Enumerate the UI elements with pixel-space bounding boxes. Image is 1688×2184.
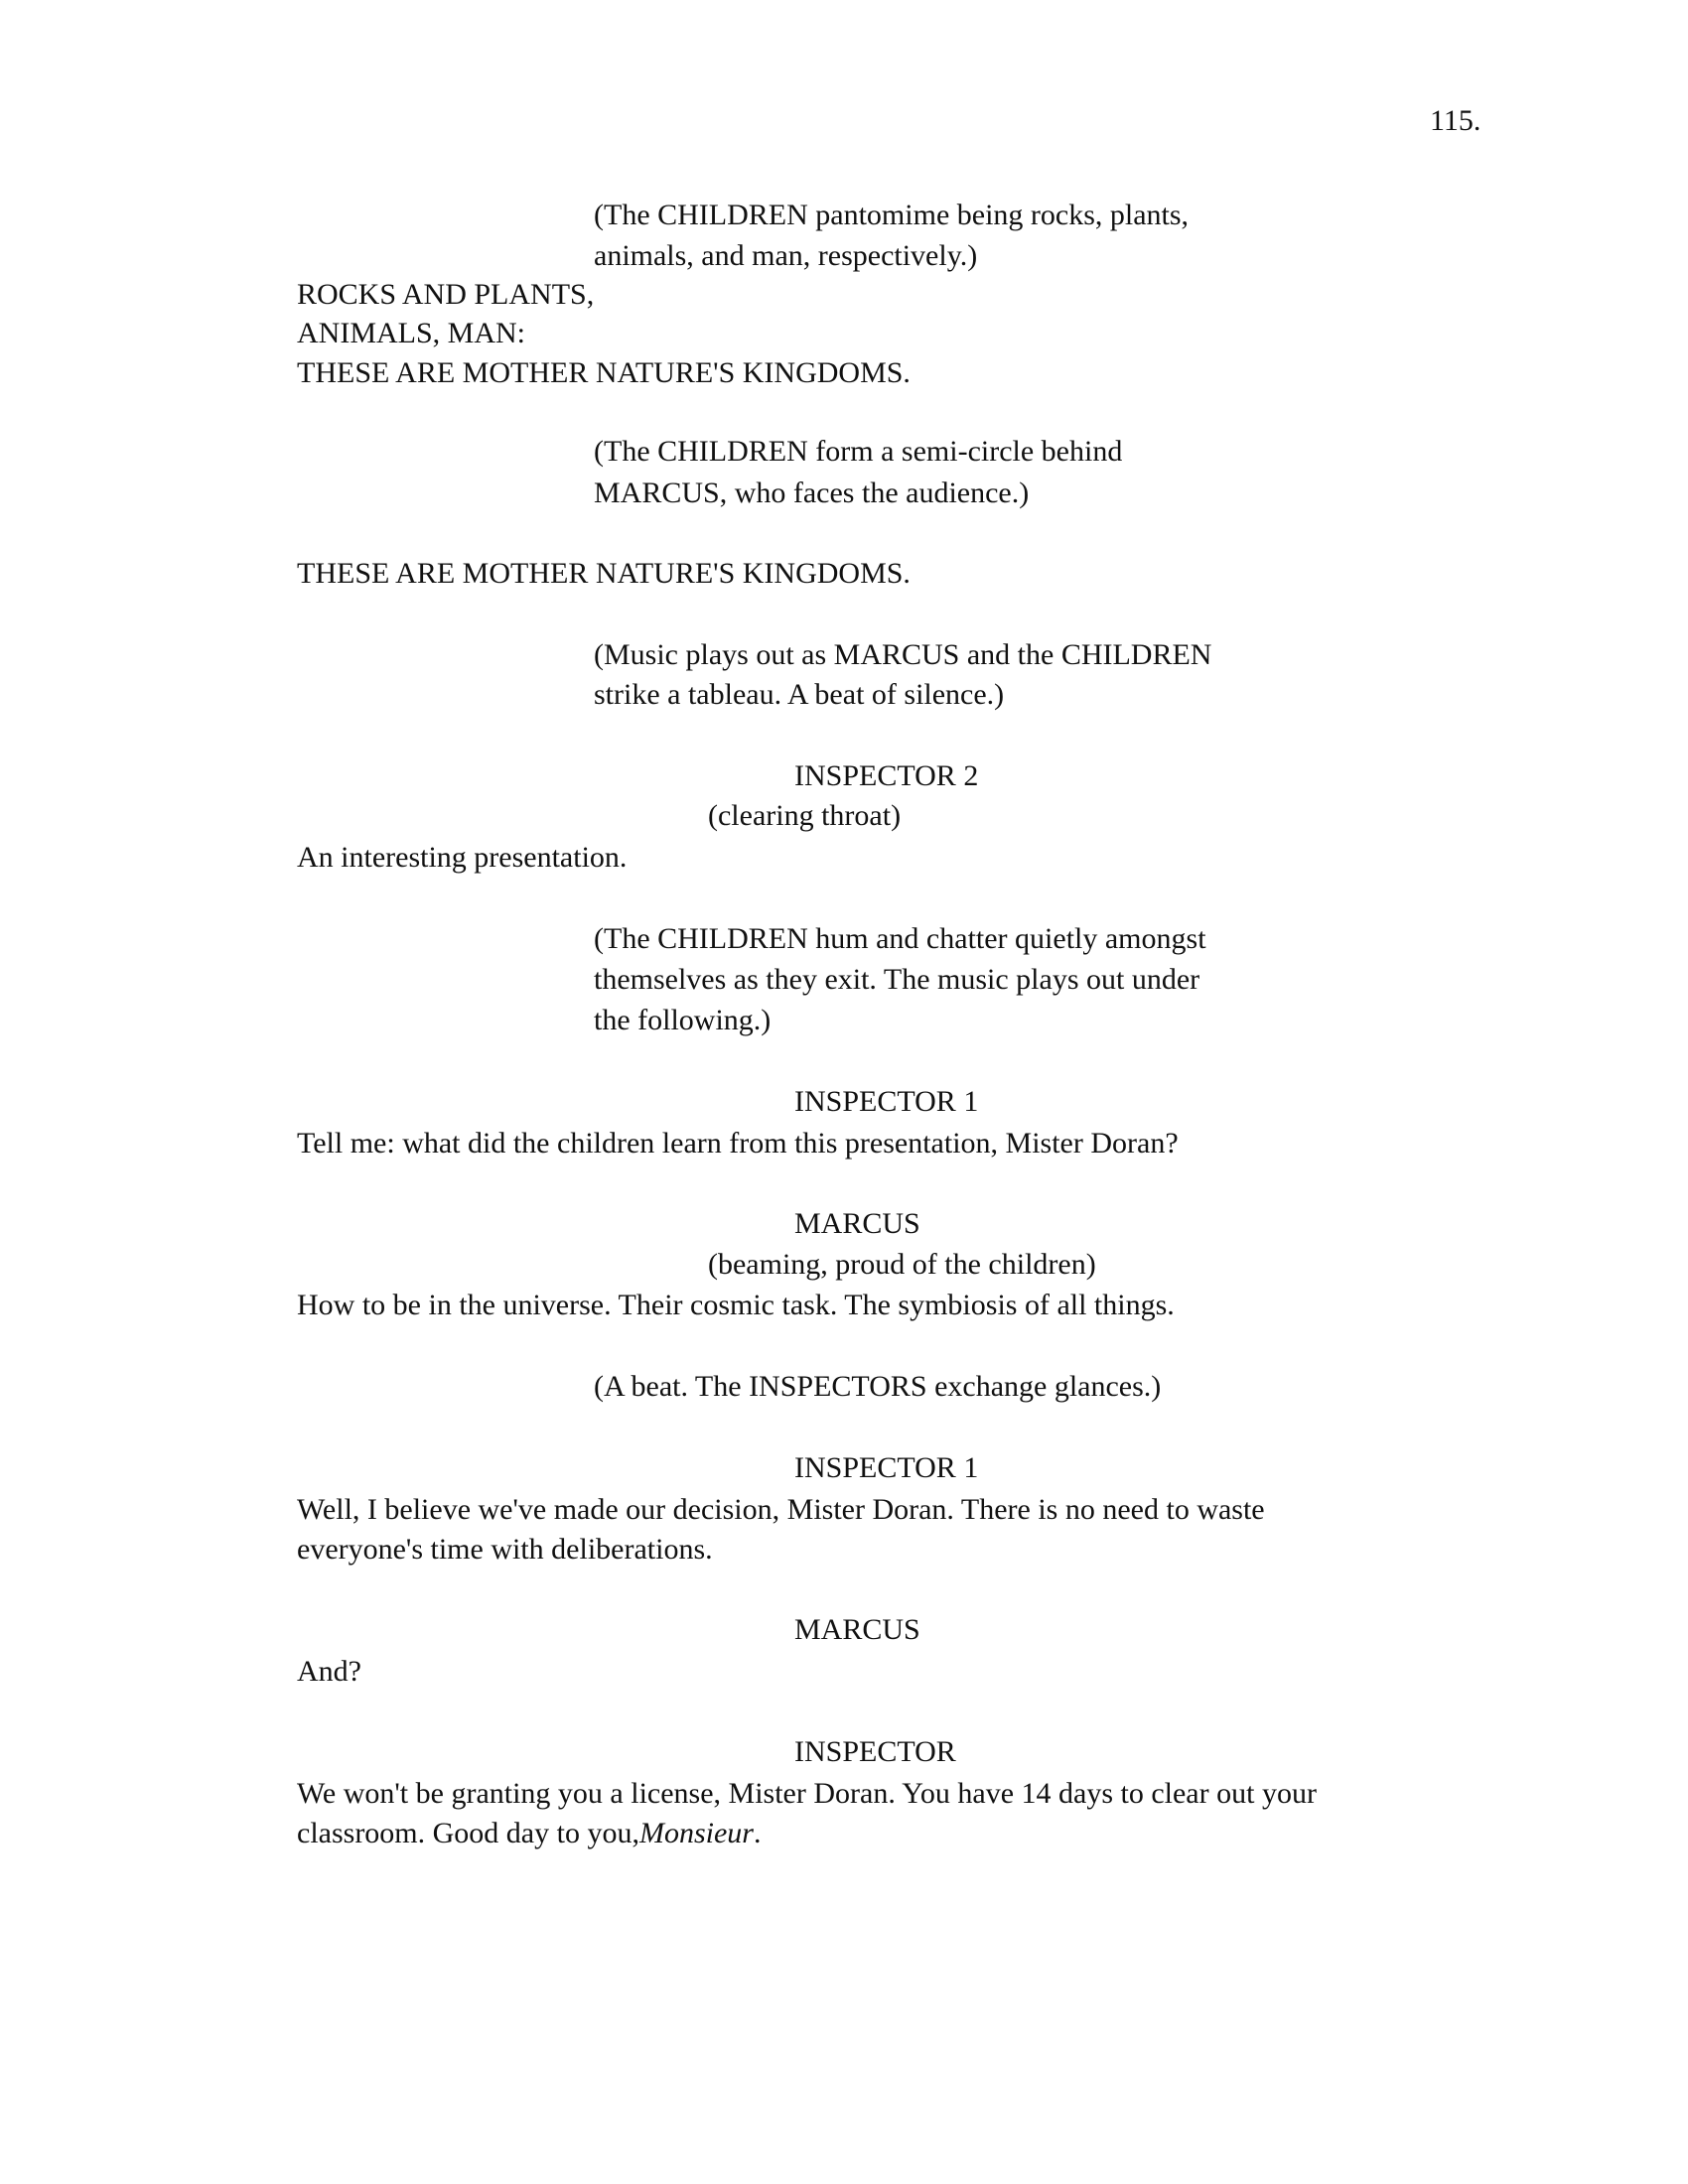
stage-direction-line: (The CHILDREN pantomime being rocks, plants, [594, 199, 1190, 231]
dialogue-line: We won't be granting you a license, Mister Doran. You have 14 days to clear out your [297, 1777, 1317, 1810]
stage-direction-line: (Music plays out as MARCUS and the CHILDREN [594, 638, 1212, 671]
character-name: INSPECTOR 2 [794, 759, 979, 792]
dialogue-line: An interesting presentation. [297, 841, 628, 874]
character-name: INSPECTOR 1 [794, 1451, 979, 1484]
page-number: 115. [1430, 104, 1481, 137]
dialogue-line: Tell me: what did the children learn from this presentation, Mister Doran? [297, 1127, 1179, 1160]
stage-direction-line: MARCUS, who faces the audience.) [594, 477, 1030, 509]
italic-word: Monsieur [638, 1817, 754, 1849]
parenthetical: (beaming, proud of the children) [708, 1248, 1096, 1281]
stage-direction-line: animals, and man, respectively.) [594, 239, 978, 272]
final-period: . [753, 1817, 762, 1849]
stage-direction-line: strike a tableau. A beat of silence.) [594, 678, 1005, 711]
stage-direction-line: the following.) [594, 1004, 772, 1036]
dialogue-line-final [297, 1813, 761, 1853]
dialogue-line: Well, I believe we've made our decision, Mister Doran. There is no need to waste [297, 1493, 1265, 1526]
character-name: MARCUS [794, 1613, 920, 1646]
character-name: INSPECTOR [794, 1735, 956, 1768]
character-name: MARCUS [794, 1207, 920, 1240]
dialogue-line: How to be in the universe. Their cosmic task. The symbiosis of all things. [297, 1289, 1175, 1321]
stage-direction-line: themselves as they exit. The music plays out under [594, 963, 1200, 996]
parenthetical: (clearing throat) [708, 799, 902, 832]
lyric-line: THESE ARE MOTHER NATURE'S KINGDOMS. [297, 356, 911, 389]
character-name: INSPECTOR 1 [794, 1085, 979, 1118]
dialogue-line: And? [297, 1655, 361, 1688]
stage-direction-line: (The CHILDREN hum and chatter quietly amongst [594, 922, 1206, 955]
lyric-line: ANIMALS, MAN: [297, 317, 526, 349]
stage-direction-line: (A beat. The INSPECTORS exchange glances.) [594, 1370, 1162, 1403]
stage-direction-line: (The CHILDREN form a semi-circle behind [594, 435, 1123, 468]
lyric-line: ROCKS AND PLANTS, [297, 278, 595, 311]
dialogue-text: classroom. Good day to you, [297, 1817, 639, 1849]
lyric-line: THESE ARE MOTHER NATURE'S KINGDOMS. [297, 557, 911, 590]
dialogue-line: everyone's time with deliberations. [297, 1533, 713, 1566]
